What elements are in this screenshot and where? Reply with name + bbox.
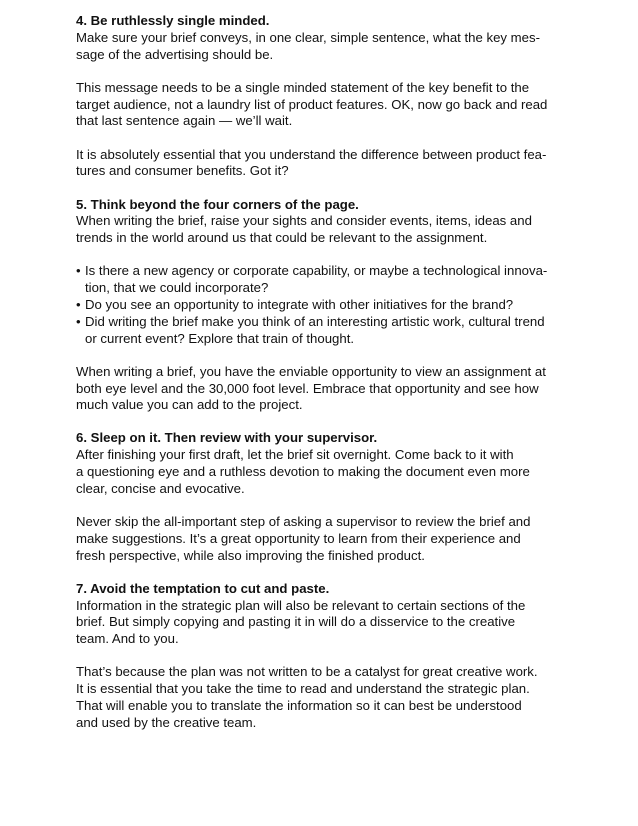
text-line: That will enable you to translate the information so it can best be understood: [76, 698, 522, 714]
bullet-icon: •: [76, 296, 81, 312]
text-line: tion, that we could incorporate?: [85, 280, 269, 296]
text-line: clear, concise and evocative.: [76, 480, 245, 496]
section-4: [76, 13, 576, 180]
text-line: Never skip the all-important step of asking a supervisor to review the brief and: [76, 514, 531, 530]
text-line: target audience, not a laundry list of product features. OK, now go back and read: [76, 96, 548, 112]
bullet-icon: •: [76, 263, 81, 279]
text-line: Did writing the brief make you think of an interesting artistic work, cultural trend: [85, 313, 545, 329]
text-line: It is absolutely essential that you understand the difference between product fea-: [76, 146, 547, 162]
text-line: trends in the world around us that could be relevant to the assignment.: [76, 230, 488, 246]
text-line: After finishing your first draft, let the brief sit overnight. Come back to it with: [76, 447, 514, 463]
document-page: [76, 13, 576, 732]
text-line: Is there a new agency or corporate capability, or maybe a technological innova-: [85, 263, 548, 279]
section-heading: 5. Think beyond the four corners of the page.: [76, 196, 359, 212]
text-line: fresh perspective, while also improving the finished product.: [76, 547, 425, 563]
section-6: [76, 430, 576, 564]
text-line: Information in the strategic plan will also be relevant to certain sections of the: [76, 597, 526, 613]
bullet-item: [76, 297, 576, 314]
text-line: sage of the advertising should be.: [76, 46, 274, 62]
text-line: brief. But simply copying and pasting it in will do a disservice to the creative: [76, 614, 516, 630]
text-line: When writing the brief, raise your sights and consider events, items, ideas and: [76, 213, 532, 229]
text-line: a questioning eye and a ruthless devotion to making the document even more: [76, 464, 530, 480]
text-line: Do you see an opportunity to integrate with other initiatives for the brand?: [85, 296, 514, 312]
section-heading: 4. Be ruthlessly single minded.: [76, 13, 270, 28]
text-line: When writing a brief, you have the enviable opportunity to view an assignment at: [76, 363, 546, 379]
text-line: That’s because the plan was not written to be a catalyst for great creative work.: [76, 664, 538, 680]
section-heading: 7. Avoid the temptation to cut and paste.: [76, 580, 330, 596]
bullet-item: [76, 263, 576, 297]
text-line: Make sure your brief conveys, in one clear, simple sentence, what the key mes-: [76, 29, 540, 45]
bullet-icon: •: [76, 313, 81, 329]
text-line: team. And to you.: [76, 631, 179, 647]
section-7: [76, 581, 576, 732]
text-line: both eye level and the 30,000 foot level. Embrace that opportunity and see how: [76, 380, 539, 396]
section-heading: 6. Sleep on it. Then review with your supervisor.: [76, 430, 378, 446]
text-line: or current event? Explore that train of thought.: [85, 330, 355, 346]
text-line: that last sentence again — we’ll wait.: [76, 113, 293, 129]
text-line: and used by the creative team.: [76, 714, 257, 730]
text-line: tures and consumer benefits. Got it?: [76, 163, 289, 179]
text-line: This message needs to be a single minded statement of the key benefit to the: [76, 79, 530, 95]
text-line: It is essential that you take the time to read and understand the strategic plan.: [76, 681, 530, 697]
text-line: much value you can add to the project.: [76, 397, 303, 413]
text-line: make suggestions. It’s a great opportunity to learn from their experience and: [76, 530, 521, 546]
bullet-item: [76, 314, 576, 348]
section-5: [76, 197, 576, 415]
